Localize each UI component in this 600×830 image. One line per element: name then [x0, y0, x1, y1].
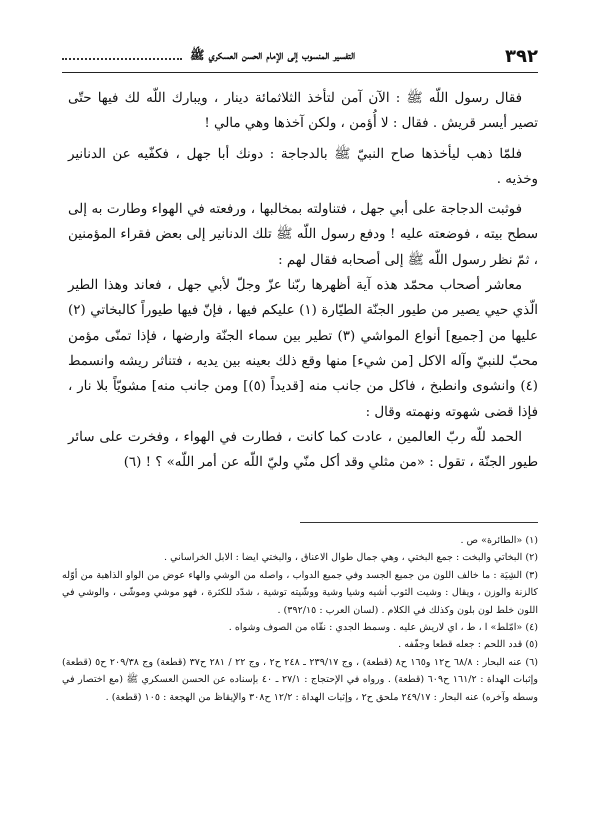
header-dotted-leader: [62, 52, 182, 60]
paragraph-5: الحمد للّه ربّ العالمين ، عادت كما كانت ، فطارت في الهواء ، وفخرت على سائر طيور الجنّة ، تقول : «من مثلي وقد أكل منّي وليّ اللّه عن أمر اللّه» ؟ ! (٦): [68, 429, 538, 471]
footnote-1: (١) «الطائرة» ص .: [460, 535, 538, 546]
paragraph-2: فلمّا ذهب ليأخذها صاح النبيّ ﷺ بالدجاجة : دونك أبا جهل ، فكفّيه عن الدنانير وخذيه .: [68, 146, 538, 187]
paragraph-1: فقال رسول اللّه ﷺ : الآن آمن لتأخذ الثلاثمائة دينار ، ويبارك اللّه لك فيها حتّى تصير أيسر قريش . فقال : لا أُؤمن ، ولكن آخذها وهي مالي !: [68, 91, 538, 132]
footnotes: [62, 532, 538, 706]
paragraph-4: معاشر أصحاب محمّد هذه آية أظهرها ربّنا عزّ وجلّ لأبي جهل ، فعاند وهذا الطير الّذي حيي يصير من طيور الجنّة الطيّارة (١) عليكم فيها ، فإنّ فيها طيوراً كالبخاتي (٢) عليها من [جميع] أنواع المواشي (٣) تطير بين سماء الجنّة وارضها ، فإذا تمنّى مؤمن محبّ للنبيّ وآله الاكل [من شيء] منها وقع ذلك بعينه بين يديه ، فتناثر ريشه وانسمط (٤) وانشوى وانطبخ ، فاكل من جانب منه [قديداً (٥)] ومن جانب منه] مشويّاً بلا نار ، فإذا قضى شهوته ونهمته وقال :: [68, 278, 539, 420]
running-title-text: التفسير المنسوب إلى الإمام الحسن العسكري ﷺ: [190, 47, 356, 62]
header-rule: [62, 72, 538, 73]
footnote-4: (٤) «امّلط» ا ، ط ، اي لاريش عليه . وسمط الجدي : نقّاه من الصوف وشواه .: [228, 622, 538, 634]
running-title: [62, 48, 355, 65]
paragraph-3: فوثبت الدجاجة على أبي جهل ، فتناولته بمخالبها ، ورفعته في الهواء وطارت به إلى سطح بيته ، فوضعته عليه ! ودفع رسول اللّه ﷺ تلك الدنانير إلى بعض فقراء المؤمنين ، ثمّ نظر رسول اللّه ﷺ إلى أصحابه فقال لهم :: [68, 202, 538, 268]
footnote-6: (٦) عنه البحار : ٦٨/٨ ح١٢ و١٦٥ ح٨ (قطعة) ، وج ٢٣٩/١٧ ـ ٢٤٨ ح٢ ، وج ٢٢ / ٢٨١ ح٣٧ (قطعة) وج ٢٠٩/٣٨ ح٥ (قطعة) وإثبات الهداة : ١٦١/٢ ح٦٠٩ (قطعة) . ورواه في الإحتجاج : ٢٧/١ ـ ٤٠ بإسناده عن الحسن العسكري ﷺ (مع اختصار في وسطه وآخره) عنه البحار : ٢٤٩/١٧ ملحق ح٢ ، وإثبات الهداة : ١٢/٢ ح٣٠٨ والإيقاظ من الهجعة : ١٠٥ (قطعة) .: [62, 656, 539, 703]
footnote-separator: [300, 522, 538, 523]
page-header: [62, 44, 538, 68]
page-number: ٣٩٢: [505, 45, 538, 67]
footnote-3: (٣) الشِيَة : ما خالف اللون من جميع الجسد وفي جميع الدواب ، واصله من الوشي والهاء عوض من الواو الذاهبة من أوّله كالزنة والوزن ، ويقال : وشيت الثوب أشيه وشيا وشية ووشّيته توشية ، شدّد للكثرة ، فهو موشي وموشّى ، والوشي في اللون خلط لون بلون وكذلك في الكلام . (لسان العرب : ٣٩٢/١٥) .: [62, 569, 538, 616]
footnote-2: (٢) البخاتي والبخت : جمع البختي ، وهي جمال طوال الاعناق ، والبختي ايضا : الابل الخراساني .: [164, 552, 538, 564]
footnote-5: (٥) قدد اللحم : جعله قطعا وجفّفه .: [398, 639, 538, 651]
main-text: [68, 86, 538, 475]
